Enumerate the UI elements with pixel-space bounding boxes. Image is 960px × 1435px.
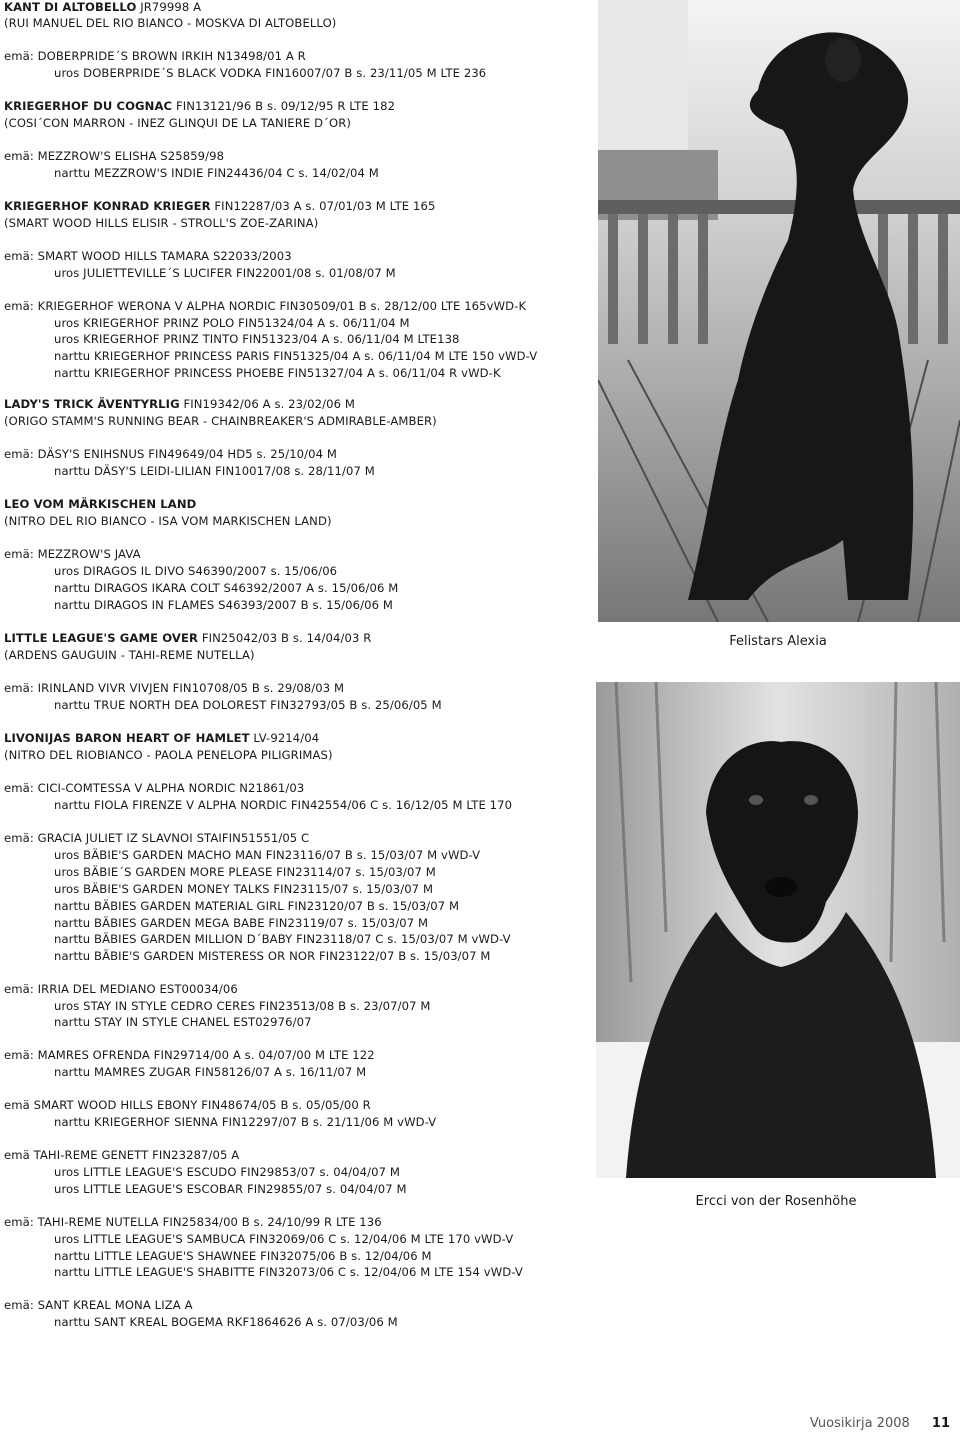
offspring-line — [54, 848, 480, 862]
offspring-line — [54, 798, 512, 812]
offspring-line — [54, 598, 393, 612]
offspring-line — [54, 366, 501, 380]
entry-text: (ARDENS GAUGUIN - TAHI-REME NUTELLA) — [4, 648, 255, 662]
entry-text: emä: SMART WOOD HILLS TAMARA S22033/2003 — [4, 249, 292, 263]
publication-name: Vuosikirja 2008 — [809, 1416, 910, 1431]
pedigree-line — [4, 149, 224, 163]
entry-text: FIN25042/03 B s. 14/04/03 R — [198, 631, 372, 645]
pedigree-line — [4, 547, 141, 561]
entry-text: emä: MAMRES OFRENDA FIN29714/00 A s. 04/07/00 M LTE 122 — [4, 1048, 375, 1062]
entry-text: narttu BÄBIES GARDEN MATERIAL GIRL FIN23120/07 B s. 15/03/07 M — [54, 899, 460, 913]
dog-entry-heading — [4, 731, 319, 745]
entry-text: emä: DÄSY'S ENIHSNUS FIN49649/04 HD5 s. 25/10/04 M — [4, 447, 338, 461]
entry-text: uros STAY IN STYLE CEDRO CERES FIN23513/08 B s. 23/07/07 M — [54, 999, 431, 1013]
entry-text: narttu MAMRES ZUGAR FIN58126/07 A s. 16/11/07 M — [54, 1065, 367, 1079]
entry-text: uros LITTLE LEAGUE'S ESCUDO FIN29853/07 s. 04/04/07 M — [54, 1165, 400, 1179]
entry-text: narttu KRIEGERHOF PRINCESS PARIS FIN51325/04 A s. 06/11/04 M LTE 150 vWD-V — [54, 349, 538, 363]
offspring-line — [54, 1265, 523, 1279]
pedigree-line — [4, 982, 238, 996]
offspring-line — [54, 266, 396, 280]
entry-text: (COSI´CON MARRON - INEZ GLINQUI DE LA TANIERE D´OR) — [4, 116, 351, 130]
offspring-line — [54, 66, 486, 80]
pedigree-line — [4, 1148, 239, 1162]
entry-text: emä: MEZZROW'S JAVA — [4, 547, 141, 561]
pedigree-line — [4, 648, 255, 662]
entry-text: uros KRIEGERHOF PRINZ POLO FIN51324/04 A s. 06/11/04 M — [54, 316, 410, 330]
entry-text: narttu TRUE NORTH DEA DOLOREST FIN32793/05 B s. 25/06/05 M — [54, 698, 442, 712]
entry-text: (NITRO DEL RIO BIANCO - ISA VOM MARKISCHEN LAND) — [4, 514, 332, 528]
entry-text: uros DIRAGOS IL DIVO S46390/2007 s. 15/06/06 — [54, 564, 338, 578]
offspring-line — [54, 1015, 312, 1029]
entry-text: narttu LITTLE LEAGUE'S SHAWNEE FIN32075/06 B s. 12/04/06 M — [54, 1249, 432, 1263]
entry-text: uros LITTLE LEAGUE'S SAMBUCA FIN32069/06 C s. 12/04/06 M LTE 170 vWD-V — [54, 1232, 514, 1246]
offspring-line — [54, 949, 491, 963]
offspring-line — [54, 899, 459, 913]
dog-photo-felistars-alexia — [598, 0, 960, 622]
entry-text: (RUI MANUEL DEL RIO BIANCO - MOSKVA DI ALTOBELLO) — [4, 16, 337, 30]
entry-text: narttu STAY IN STYLE CHANEL EST02976/07 — [54, 1015, 312, 1029]
page-footer — [810, 1416, 950, 1431]
pedigree-line — [4, 414, 437, 428]
dog-name: LEO VOM MÄRKISCHEN LAND — [4, 497, 197, 511]
entry-text: narttu DIRAGOS IN FLAMES S46393/2007 B s. 15/06/06 M — [54, 598, 393, 612]
pedigree-line — [4, 116, 351, 130]
entry-text: emä: IRRIA DEL MEDIANO EST00034/06 — [4, 982, 238, 996]
pedigree-line — [4, 249, 292, 263]
dog-name: LADY'S TRICK ÄVENTYRLIG — [4, 397, 180, 411]
entry-text: emä: KRIEGERHOF WERONA V ALPHA NORDIC FIN30509/01 B s. 28/12/00 LTE 165vWD-K — [4, 299, 527, 313]
pedigree-line — [4, 447, 337, 461]
offspring-line — [54, 1115, 436, 1129]
pedigree-line — [4, 514, 332, 528]
entry-text: JR79998 A — [136, 0, 202, 14]
offspring-line — [54, 166, 379, 180]
entry-text: FIN19342/06 A s. 23/02/06 M — [179, 397, 355, 411]
entry-text: (NITRO DEL RIOBIANCO - PAOLA PENELOPA PILIGRIMAS) — [4, 748, 333, 762]
pedigree-line — [4, 1215, 382, 1229]
entry-text: narttu MEZZROW'S INDIE FIN24436/04 C s. 14/02/04 M — [54, 166, 379, 180]
entry-text: uros DOBERPRIDE´S BLACK VODKA FIN16007/07 B s. 23/11/05 M LTE 236 — [54, 66, 487, 80]
offspring-line — [54, 999, 430, 1013]
dog-name: LITTLE LEAGUE'S GAME OVER — [4, 631, 199, 645]
entry-text: LV-9214/04 — [249, 731, 320, 745]
entry-text: (ORIGO STAMM'S RUNNING BEAR - CHAINBREAKER'S ADMIRABLE-AMBER) — [4, 414, 437, 428]
entry-text: narttu BÄBIE'S GARDEN MISTERESS OR NOR FIN23122/07 B s. 15/03/07 M — [54, 949, 491, 963]
entry-text: uros BÄBIE´S GARDEN MORE PLEASE FIN23114/07 s. 15/03/07 M — [54, 865, 436, 879]
pedigree-line — [4, 16, 336, 30]
offspring-line — [54, 698, 442, 712]
offspring-line — [54, 916, 428, 930]
photo-caption: Felistars Alexia — [729, 634, 827, 649]
offspring-line — [54, 1315, 398, 1329]
pedigree-line — [4, 781, 304, 795]
dog-entry-heading — [4, 497, 196, 511]
dog-entry-heading — [4, 99, 395, 113]
offspring-line — [54, 581, 398, 595]
entry-text: uros LITTLE LEAGUE'S ESCOBAR FIN29855/07 s. 04/04/07 M — [54, 1182, 407, 1196]
entry-text: uros BÄBIE'S GARDEN MACHO MAN FIN23116/07 B s. 15/03/07 M vWD-V — [54, 848, 481, 862]
offspring-line — [54, 564, 337, 578]
entry-text: narttu BÄBIES GARDEN MILLION D´BABY FIN23118/07 C s. 15/03/07 M vWD-V — [54, 932, 511, 946]
dog-entry-heading — [4, 199, 435, 213]
offspring-line — [54, 882, 433, 896]
entry-text: narttu KRIEGERHOF PRINCESS PHOEBE FIN51327/04 A s. 06/11/04 R vWD-K — [54, 366, 501, 380]
offspring-line — [54, 1249, 432, 1263]
dog-photo-ercci-von-der-rosenhohe — [596, 682, 960, 1178]
offspring-line — [54, 316, 410, 330]
pedigree-line — [4, 299, 526, 313]
dog-entry-heading — [4, 631, 371, 645]
pedigree-line — [4, 1098, 371, 1112]
entry-text: narttu SANT KREAL BOGEMA RKF1864626 A s. 07/03/06 M — [54, 1315, 398, 1329]
entry-text: narttu LITTLE LEAGUE'S SHABITTE FIN32073/06 C s. 12/04/06 M LTE 154 vWD-V — [54, 1265, 523, 1279]
offspring-line — [54, 349, 537, 363]
entry-text: narttu DÄSY'S LEIDI-LILIAN FIN10017/08 s. 28/11/07 M — [54, 464, 375, 478]
dog-name: LIVONIJAS BARON HEART OF HAMLET — [4, 731, 250, 745]
pedigree-line — [4, 49, 306, 63]
offspring-line — [54, 1065, 366, 1079]
offspring-line — [54, 865, 436, 879]
entry-text: emä: MEZZROW'S ELISHA S25859/98 — [4, 149, 225, 163]
dog-name: KANT DI ALTOBELLO — [4, 0, 137, 14]
entry-text: uros BÄBIE'S GARDEN MONEY TALKS FIN23115/07 s. 15/03/07 M — [54, 882, 434, 896]
photo-caption: Ercci von der Rosenhöhe — [695, 1194, 857, 1209]
dog-entry-heading — [4, 0, 201, 14]
pedigree-line — [4, 1048, 375, 1062]
entry-text: uros KRIEGERHOF PRINZ TINTO FIN51323/04 A s. 06/11/04 M LTE138 — [54, 332, 460, 346]
entry-text: narttu BÄBIES GARDEN MEGA BABE FIN23119/07 s. 15/03/07 M — [54, 916, 429, 930]
entry-text: emä SMART WOOD HILLS EBONY FIN48674/05 B s. 05/05/00 R — [4, 1098, 371, 1112]
entry-text: (SMART WOOD HILLS ELISIR - STROLL'S ZOE-ZARINA) — [4, 216, 319, 230]
entry-text: emä: GRACIA JULIET IZ SLAVNOI STAIFIN51551/05 C — [4, 831, 310, 845]
offspring-line — [54, 464, 375, 478]
offspring-line — [54, 1165, 400, 1179]
entry-text: FIN12287/03 A s. 07/01/03 M LTE 165 — [210, 199, 436, 213]
offspring-line — [54, 932, 511, 946]
entry-text: emä: CICI-COMTESSA V ALPHA NORDIC N21861/03 — [4, 781, 305, 795]
entry-text: emä: SANT KREAL MONA LIZA A — [4, 1298, 193, 1312]
pedigree-line — [4, 1298, 193, 1312]
offspring-line — [54, 332, 460, 346]
offspring-line — [54, 1182, 407, 1196]
entry-text: emä: DOBERPRIDE´S BROWN IRKIH N13498/01 A R — [4, 49, 306, 63]
dog-name: KRIEGERHOF DU COGNAC — [4, 99, 173, 113]
dog-entry-heading — [4, 397, 355, 411]
entry-text: narttu DIRAGOS IKARA COLT S46392/2007 A s. 15/06/06 M — [54, 581, 399, 595]
entry-text: emä TAHI-REME GENETT FIN23287/05 A — [4, 1148, 240, 1162]
pedigree-line — [4, 216, 318, 230]
dog-name: KRIEGERHOF KONRAD KRIEGER — [4, 199, 211, 213]
entry-text: narttu KRIEGERHOF SIENNA FIN12297/07 B s. 21/11/06 M vWD-V — [54, 1115, 437, 1129]
entry-text: FIN13121/96 B s. 09/12/95 R LTE 182 — [172, 99, 396, 113]
pedigree-line — [4, 681, 344, 695]
entry-text: uros JULIETTEVILLE´S LUCIFER FIN22001/08 s. 01/08/07 M — [54, 266, 396, 280]
offspring-line — [54, 1232, 513, 1246]
entry-text: narttu FIOLA FIRENZE V ALPHA NORDIC FIN42554/06 C s. 16/12/05 M LTE 170 — [54, 798, 513, 812]
pedigree-line — [4, 831, 309, 845]
entry-text: emä: IRINLAND VIVR VIVJEN FIN10708/05 B s. 29/08/03 M — [4, 681, 345, 695]
pedigree-line — [4, 748, 333, 762]
page-number: 11 — [931, 1416, 950, 1431]
entry-text: emä: TAHI-REME NUTELLA FIN25834/00 B s. 24/10/99 R LTE 136 — [4, 1215, 382, 1229]
